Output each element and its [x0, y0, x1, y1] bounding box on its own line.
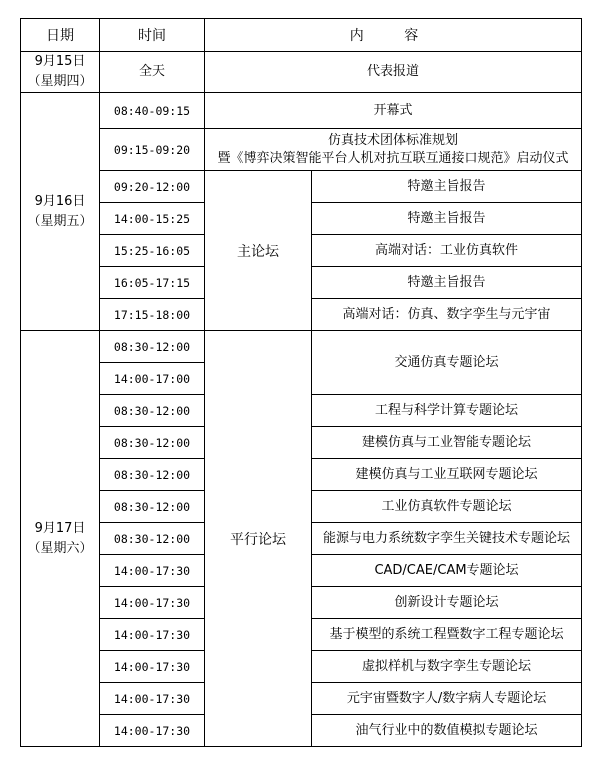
time-cell: 14:00-17:30 — [100, 715, 205, 747]
time-cell: 14:00-17:00 — [100, 363, 205, 395]
content-cell: 工程与科学计算专题论坛 — [312, 395, 582, 427]
content-cell: 高端对话：工业仿真软件 — [312, 235, 582, 267]
table-row — [21, 129, 582, 171]
content-cell: CAD/CAE/CAM专题论坛 — [312, 555, 582, 587]
date-cell-day2 — [21, 93, 100, 331]
content-cell: 特邀主旨报告 — [312, 203, 582, 235]
table-row — [21, 331, 582, 363]
content-line: 仿真技术团体标准规划 — [328, 132, 459, 148]
time-cell: 08:40-09:15 — [100, 93, 205, 129]
header-date: 日期 — [21, 19, 100, 52]
header-time: 时间 — [100, 19, 205, 52]
time-cell: 09:20-12:00 — [100, 171, 205, 203]
time-cell: 08:30-12:00 — [100, 491, 205, 523]
content-cell: 基于模型的系统工程暨数字工程专题论坛 — [312, 619, 582, 651]
content-cell: 交通仿真专题论坛 — [312, 331, 582, 395]
table-row — [21, 171, 582, 203]
forum-cell: 平行论坛 — [205, 331, 312, 747]
time-cell: 09:15-09:20 — [100, 129, 205, 171]
time-cell: 14:00-17:30 — [100, 555, 205, 587]
time-cell: 08:30-12:00 — [100, 459, 205, 491]
time-cell: 14:00-17:30 — [100, 619, 205, 651]
content-cell: 开幕式 — [205, 93, 582, 129]
date-label: 9月15日 — [34, 54, 86, 69]
date-cell-day3 — [21, 331, 100, 747]
time-cell: 14:00-17:30 — [100, 683, 205, 715]
content-cell — [205, 129, 582, 171]
time-cell: 全天 — [100, 52, 205, 93]
content-cell: 虚拟样机与数字孪生专题论坛 — [312, 651, 582, 683]
content-cell: 元宇宙暨数字人/数字病人专题论坛 — [312, 683, 582, 715]
content-cell: 代表报道 — [205, 52, 582, 93]
time-cell: 16:05-17:15 — [100, 267, 205, 299]
time-cell: 08:30-12:00 — [100, 395, 205, 427]
content-line: 暨《博弈决策智能平台人机对抗互联互通接口规范》启动仪式 — [217, 150, 569, 166]
time-cell: 17:15-18:00 — [100, 299, 205, 331]
time-cell: 08:30-12:00 — [100, 427, 205, 459]
time-cell: 08:30-12:00 — [100, 523, 205, 555]
content-cell: 建模仿真与工业互联网专题论坛 — [312, 459, 582, 491]
weekday-label: （星期五） — [27, 213, 93, 229]
time-cell: 15:25-16:05 — [100, 235, 205, 267]
time-cell: 14:00-15:25 — [100, 203, 205, 235]
time-cell: 14:00-17:30 — [100, 587, 205, 619]
content-cell: 建模仿真与工业智能专题论坛 — [312, 427, 582, 459]
time-cell: 08:30-12:00 — [100, 331, 205, 363]
header-content: 内 容 — [205, 19, 582, 52]
header-row — [21, 19, 582, 52]
date-cell-day1 — [21, 52, 100, 93]
content-cell: 高端对话：仿真、数字孪生与元宇宙 — [312, 299, 582, 331]
table-row — [21, 52, 582, 93]
schedule-table — [20, 18, 582, 747]
table-row — [21, 93, 582, 129]
content-cell: 能源与电力系统数字孪生关键技术专题论坛 — [312, 523, 582, 555]
content-cell: 油气行业中的数值模拟专题论坛 — [312, 715, 582, 747]
content-cell: 特邀主旨报告 — [312, 171, 582, 203]
content-cell: 特邀主旨报告 — [312, 267, 582, 299]
date-label: 9月16日 — [34, 193, 86, 209]
content-cell: 创新设计专题论坛 — [312, 587, 582, 619]
weekday-label: （星期四） — [27, 74, 93, 89]
time-cell: 14:00-17:30 — [100, 651, 205, 683]
content-cell: 工业仿真软件专题论坛 — [312, 491, 582, 523]
date-label: 9月17日 — [34, 520, 86, 536]
weekday-label: （星期六） — [27, 540, 93, 556]
forum-cell: 主论坛 — [205, 171, 312, 331]
